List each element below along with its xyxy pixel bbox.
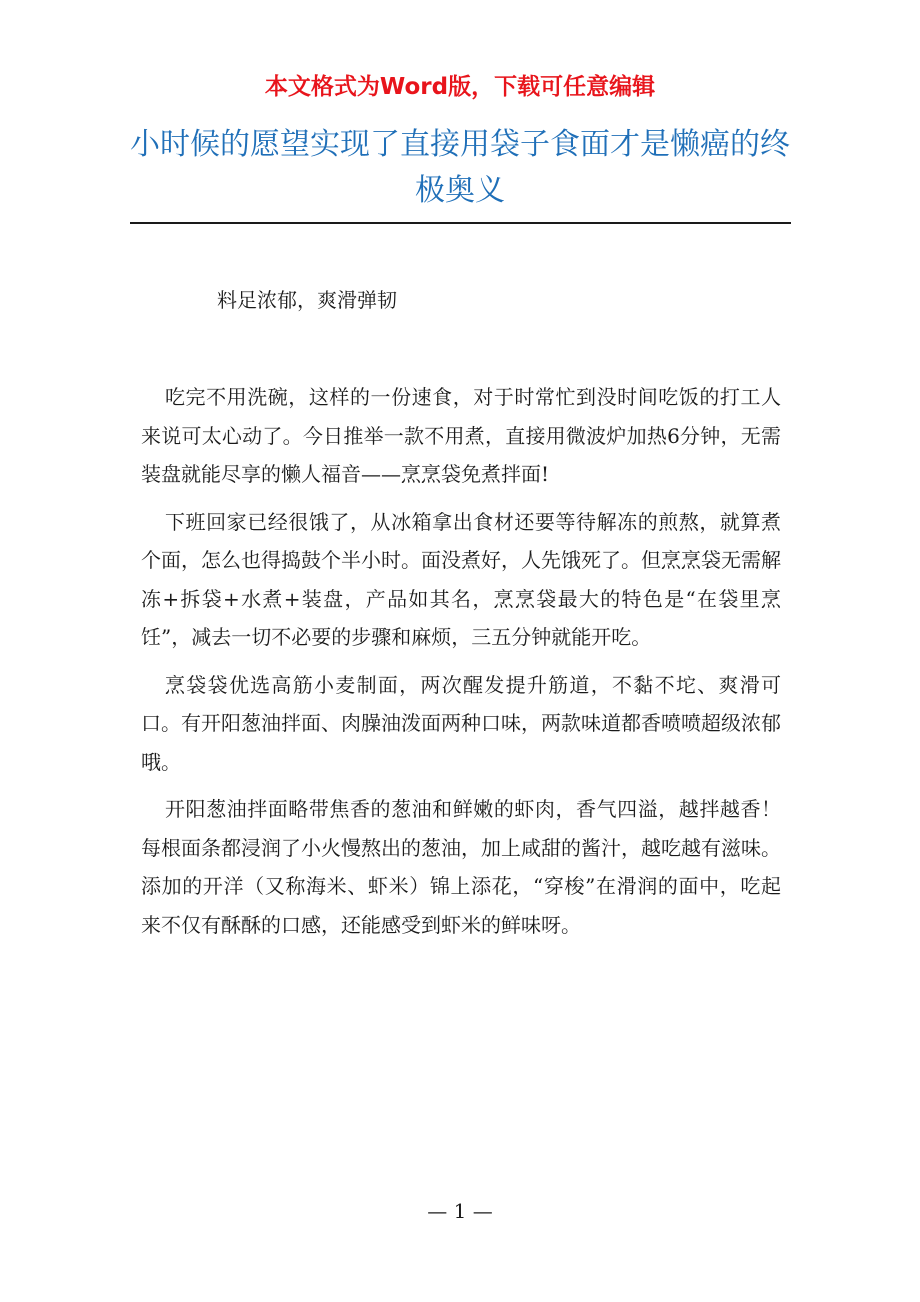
document-subtitle: 料足浓郁，爽滑弹韧 [217,288,397,312]
paragraph: 烹袋袋优选高筋小麦制面，两次醒发提升筋道，不黏不坨、爽滑可口。有开阳葱油拌面、肉臊油泼面两种口味，两款味道都香喷喷超级浓郁哦。 [141,672,781,774]
paragraph: 下班回家已经很饿了，从冰箱拿出食材还要等待解冻的煎熬，就算煮个面，怎么也得捣鼓个半小时。面没煮好，人先饿死了。但烹烹袋无需解冻+拆袋+水煮+装盘，产品如其名，烹烹袋最大的特色是“在袋里烹饪”，减去一切不必要的步骤和麻烦，三五分钟就能开吃。 [141,509,781,649]
title-divider [130,222,791,224]
article-body [141,378,781,953]
paragraph: 吃完不用洗碗，这样的一份速食，对于时常忙到没时间吃饭的打工人来说可太心动了。今日推举一款不用煮，直接用微波炉加热6分钟，无需装盘就能尽享的懒人福音——烹烹袋免煮拌面! [141,385,781,486]
download-notice: 本文格式为Word版，下载可任意编辑 [264,74,656,100]
page-number: — 1 — [427,1199,493,1223]
document-title: 小时候的愿望实现了直接用袋子食面才是懒癌的终极奥义 [130,127,790,208]
paragraph: 开阳葱油拌面略带焦香的葱油和鲜嫩的虾肉，香气四溢，越拌越香！每根面条都浸润了小火慢熬出的葱油，加上咸甜的酱汁，越吃越有滋味。添加的开洋（又称海米、虾米）锦上添花，“穿梭”在滑润的面中，吃起来不仅有酥酥的口感，还能感受到虾米的鲜味呀。 [141,797,781,937]
